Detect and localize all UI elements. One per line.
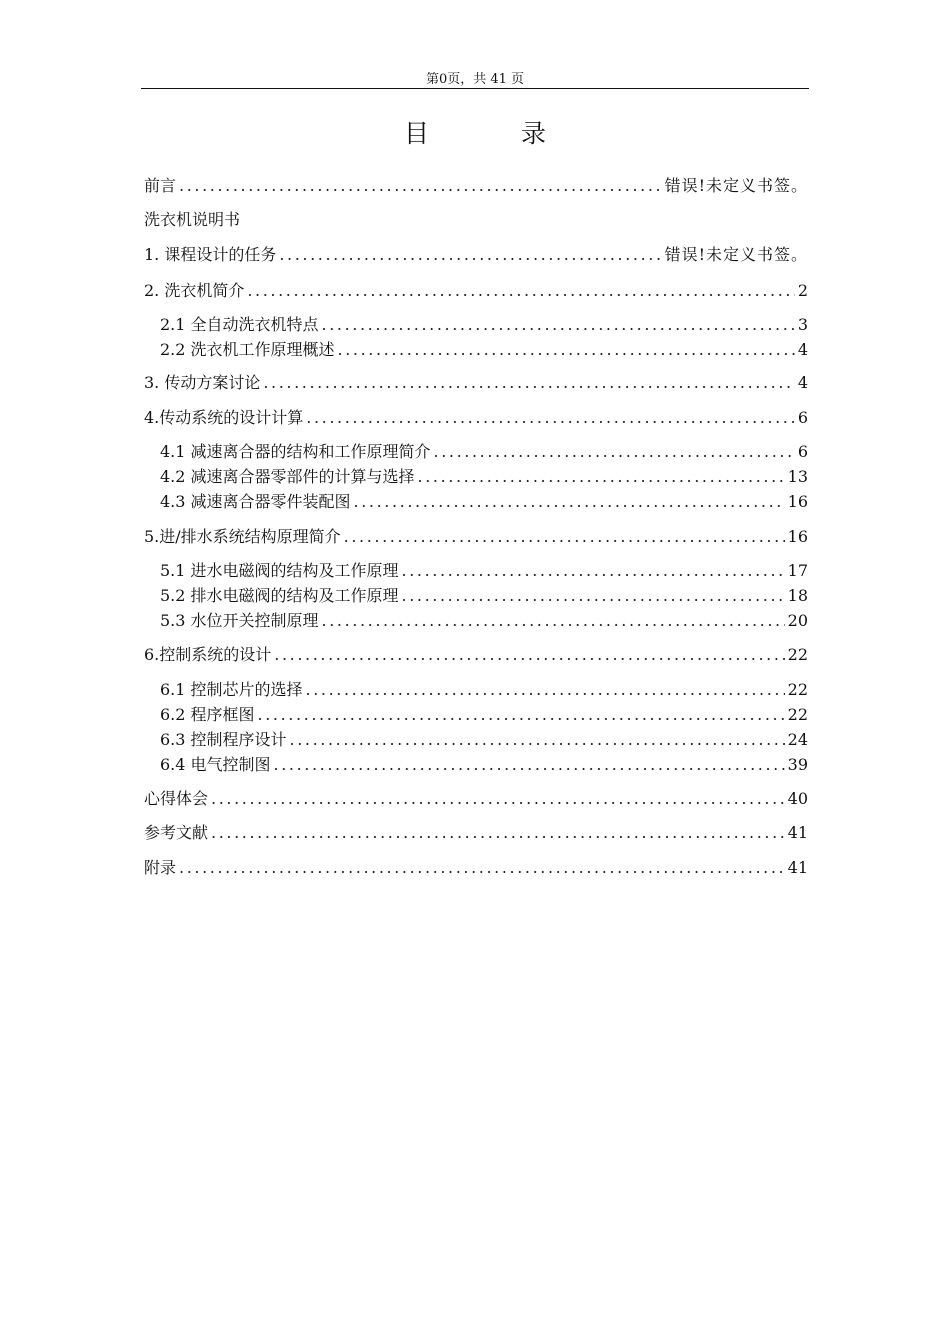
toc-entry-page: 4 bbox=[797, 340, 808, 359]
toc-entry-page: 40 bbox=[787, 789, 808, 808]
leader-dots bbox=[290, 729, 785, 751]
toc-entry-page: 22 bbox=[787, 645, 808, 664]
toc-entry[interactable] bbox=[144, 526, 808, 548]
leader-dots bbox=[344, 526, 785, 548]
toc-entry-label: 心得体会 bbox=[144, 789, 209, 808]
toc-entry[interactable] bbox=[160, 679, 808, 701]
toc-entry-page: 3 bbox=[797, 315, 808, 334]
toc-entry-page: 6 bbox=[797, 442, 808, 461]
leader-dots bbox=[274, 754, 785, 776]
toc-entry-page: 39 bbox=[787, 755, 808, 774]
toc-entry-page: 17 bbox=[787, 561, 808, 580]
toc-entry-label: 6.1 控制芯片的选择 bbox=[160, 680, 303, 699]
leader-dots bbox=[322, 610, 785, 632]
leader-dots bbox=[247, 280, 794, 302]
toc-entry[interactable] bbox=[144, 209, 808, 231]
toc-entry[interactable] bbox=[144, 372, 808, 394]
toc-entry[interactable] bbox=[144, 644, 808, 666]
toc-entry-page: 41 bbox=[787, 823, 808, 842]
toc-entry[interactable] bbox=[160, 610, 808, 632]
toc-entry-label: 5.3 水位开关控制原理 bbox=[160, 611, 319, 630]
toc-entry-label: 4.3 减速离合器零件装配图 bbox=[160, 492, 351, 511]
leader-dots bbox=[179, 175, 662, 197]
toc-entry-label: 6.3 控制程序设计 bbox=[160, 730, 287, 749]
toc-entry-label: 4.1 减速离合器的结构和工作原理简介 bbox=[160, 442, 431, 461]
toc-entry-label: 5.1 进水电磁阀的结构及工作原理 bbox=[160, 561, 399, 580]
toc-entry-label: 6.2 程序框图 bbox=[160, 705, 255, 724]
toc-entry-page: 2 bbox=[797, 281, 808, 300]
leader-dots bbox=[306, 679, 785, 701]
toc-entry[interactable] bbox=[160, 729, 808, 751]
toc-entry[interactable] bbox=[160, 560, 808, 582]
toc-entry-page: 6 bbox=[797, 408, 808, 427]
toc-entry-label: 4.传动系统的设计计算 bbox=[144, 408, 304, 427]
leader-dots bbox=[322, 314, 795, 336]
toc-entry-page: 16 bbox=[787, 527, 808, 546]
toc-title: 目 录 bbox=[404, 119, 588, 148]
toc-entry-label: 前言 bbox=[144, 176, 177, 195]
toc-entry[interactable] bbox=[144, 280, 808, 302]
toc-entry-label: 1. 课程设计的任务 bbox=[144, 245, 277, 264]
leader-dots bbox=[402, 560, 785, 582]
toc-entry-page: 24 bbox=[787, 730, 808, 749]
toc-entry[interactable] bbox=[144, 788, 808, 810]
leader-dots bbox=[179, 857, 785, 879]
toc-entry-label: 4.2 减速离合器零部件的计算与选择 bbox=[160, 467, 415, 486]
leader-dots bbox=[211, 788, 785, 810]
toc-entry-page: 41 bbox=[787, 858, 808, 877]
leader-dots bbox=[434, 441, 795, 463]
page-header: 第0页，共 41 页 bbox=[425, 72, 525, 87]
toc-entry-label: 附录 bbox=[144, 858, 177, 877]
toc-entry-page: 错误!未定义书签。 bbox=[664, 245, 808, 264]
toc-entry-page: 4 bbox=[797, 373, 808, 392]
toc-entry[interactable] bbox=[144, 407, 808, 429]
toc-entry-page: 22 bbox=[787, 705, 808, 724]
toc-entry-page: 错误!未定义书签。 bbox=[664, 176, 808, 195]
toc-entry-label: 参考文献 bbox=[144, 823, 209, 842]
toc-entry-page: 16 bbox=[787, 492, 808, 511]
toc-entry-label: 6.控制系统的设计 bbox=[144, 645, 272, 664]
toc-entry-label: 2.2 洗衣机工作原理概述 bbox=[160, 340, 335, 359]
leader-dots bbox=[258, 704, 785, 726]
toc-entry[interactable] bbox=[160, 314, 808, 336]
toc-entry-label: 洗衣机说明书 bbox=[144, 210, 241, 229]
toc-entry[interactable] bbox=[160, 339, 808, 361]
toc-entry-label: 6.4 电气控制图 bbox=[160, 755, 271, 774]
toc-entry-page: 18 bbox=[787, 586, 808, 605]
leader-dots bbox=[338, 339, 795, 361]
toc-entry[interactable] bbox=[144, 175, 808, 197]
leader-dots bbox=[306, 407, 795, 429]
toc-entry[interactable] bbox=[160, 754, 808, 776]
toc-entry-label: 5.2 排水电磁阀的结构及工作原理 bbox=[160, 586, 399, 605]
leader-dots bbox=[402, 585, 785, 607]
leader-dots bbox=[263, 372, 794, 394]
leader-dots bbox=[274, 644, 784, 666]
toc-entry-label: 3. 传动方案讨论 bbox=[144, 373, 261, 392]
toc-entry[interactable] bbox=[160, 704, 808, 726]
toc-entry-label: 2. 洗衣机简介 bbox=[144, 281, 245, 300]
leader-dots bbox=[279, 244, 661, 266]
leader-dots bbox=[354, 491, 785, 513]
toc-entry-page: 13 bbox=[787, 467, 808, 486]
toc-entry-page: 20 bbox=[787, 611, 808, 630]
leader-dots bbox=[418, 466, 785, 488]
toc-entry-label: 5.进/排水系统结构原理简介 bbox=[144, 527, 341, 546]
toc-entry[interactable] bbox=[160, 585, 808, 607]
toc-entry[interactable] bbox=[144, 857, 808, 879]
toc-entry[interactable] bbox=[160, 441, 808, 463]
toc-entry-page: 22 bbox=[787, 680, 808, 699]
toc-entry[interactable] bbox=[144, 244, 808, 266]
toc-entry-label: 2.1 全自动洗衣机特点 bbox=[160, 315, 319, 334]
toc-entry[interactable] bbox=[144, 822, 808, 844]
toc-entry[interactable] bbox=[160, 466, 808, 488]
toc-entry[interactable] bbox=[160, 491, 808, 513]
leader-dots bbox=[211, 822, 785, 844]
